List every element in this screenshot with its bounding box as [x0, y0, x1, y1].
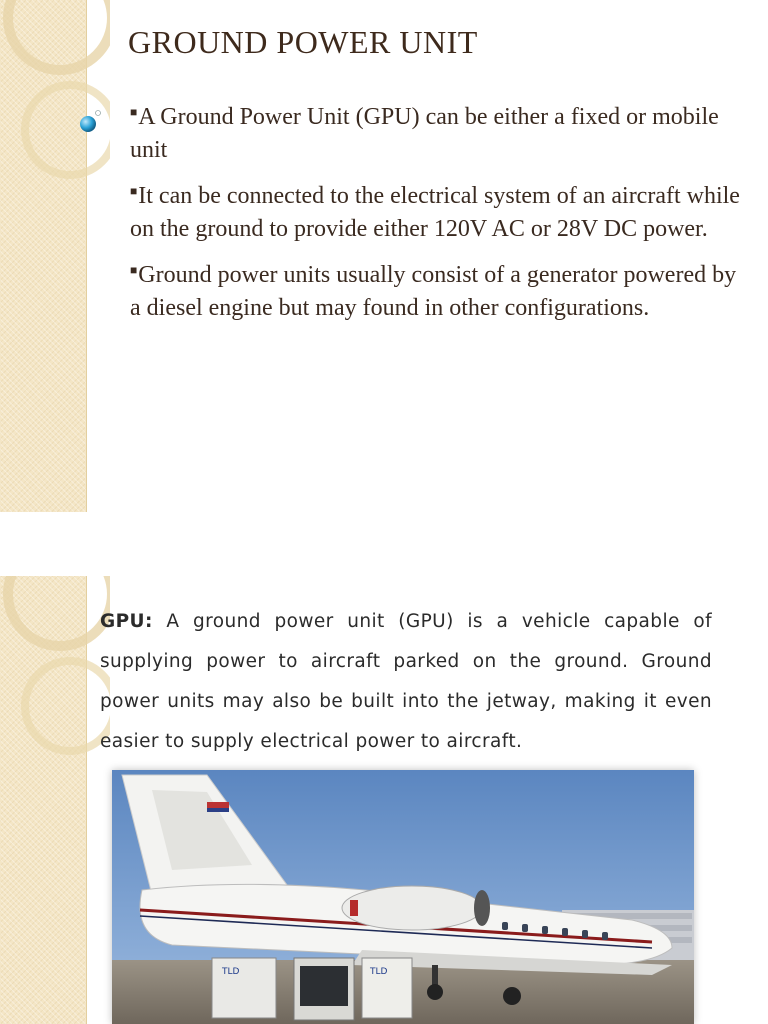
bullet-marker-icon: ■	[130, 184, 138, 198]
bullet-marker-icon: ■	[130, 263, 138, 277]
sidebar-decoration	[0, 0, 87, 512]
bullet-item: ■Ground power units usually consist of a generator powered by a diesel engine but may found in other configurations.	[130, 262, 737, 321]
bullet-item: ■It can be connected to the electrical system of an aircraft while on the ground to provide either 120V AC or 28V DC power.	[130, 183, 740, 242]
definition-term: GPU:	[100, 611, 153, 632]
accent-ball-icon	[78, 114, 98, 134]
gpu-definition	[100, 602, 712, 762]
small-dot-icon	[94, 109, 102, 117]
slide-gap	[0, 512, 768, 576]
gpu-label: TLD	[222, 967, 240, 977]
gpu-label: TLD	[370, 967, 388, 977]
definition-text: A ground power unit (GPU) is a vehicle capable of supplying power to aircraft parked on the ground. Ground power units may also be built into the jetway, making it even easier to supply electrical power to aircraft.	[100, 611, 712, 752]
aircraft-with-gpu-image	[112, 770, 694, 1024]
sidebar-circles	[0, 0, 110, 512]
slide-title: GROUND POWER UNIT	[128, 24, 478, 60]
sidebar-decoration	[0, 576, 87, 1024]
aircraft-photo	[112, 770, 694, 1024]
bullet-item: ■A Ground Power Unit (GPU) can be either a fixed or mobile unit	[130, 104, 719, 163]
slide-2	[0, 576, 768, 1024]
bullet-marker-icon: ■	[130, 105, 138, 119]
bullet-list	[130, 96, 742, 333]
sidebar-circles	[0, 576, 110, 1024]
